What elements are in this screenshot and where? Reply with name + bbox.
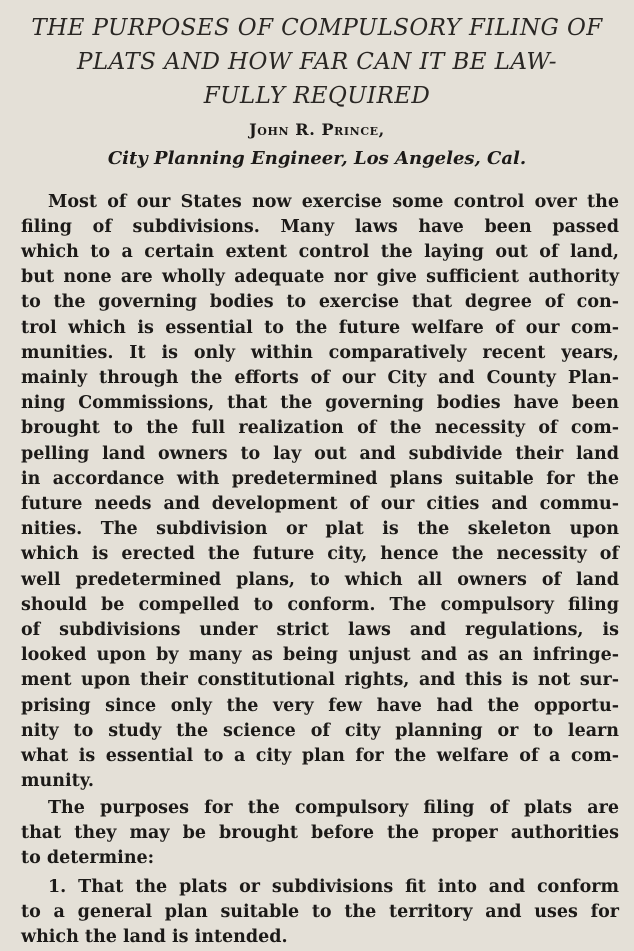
body-line: munity. [21,771,94,791]
body-line: well predetermined plans, to which all owners of land [21,570,619,590]
body-line: that they may be brought before the proper authorities [21,823,619,843]
body-line: to a general plan suitable to the territory and uses for [21,902,619,922]
body-line: nity to study the science of city planning or to learn [21,721,619,741]
body-line: in accordance with predetermined plans suitable for the [21,469,619,489]
body-line: The purposes for the compulsory filing of plats are [48,798,619,818]
body-line: to the governing bodies to exercise that degree of con- [21,292,619,312]
body-line: brought to the full realization of the necessity of com- [21,418,619,438]
body-line: mainly through the efforts of our City and County Plan- [21,368,619,388]
body-line: trol which is essential to the future welfare of our com- [21,318,619,338]
body-line: prising since only the very few have had the opportu- [21,696,619,716]
article-title-line-3: FULLY REQUIRED [203,83,431,109]
body-line: looked upon by many as being unjust and as an infringe- [21,645,619,665]
author-name: John R. Prince, [249,120,385,139]
body-line: which the land is intended. [21,927,288,947]
body-line: which is erected the future city, hence the necessity of [21,544,619,564]
body-line: should be compelled to conform. The compulsory filing [21,595,619,615]
body-line: pelling land owners to lay out and subdivide their land [21,444,619,464]
body-line: of subdivisions under strict laws and regulations, is [21,620,619,640]
body-line: what is essential to a city plan for the welfare of a com- [21,746,619,766]
article-title-line-2: PLATS AND HOW FAR CAN IT BE LAW- [77,49,557,75]
author-affiliation: City Planning Engineer, Los Angeles, Cal. [107,148,527,169]
body-line: but none are wholly adequate nor give sufficient authority [21,267,619,287]
body-line: to determine: [21,848,155,868]
body-line: future needs and development of our cities and commu- [21,494,619,514]
body-line: ment upon their constitutional rights, and this is not sur- [21,670,619,690]
article-title-line-1: THE PURPOSES OF COMPULSORY FILING OF [31,15,603,41]
body-line: Most of our States now exercise some control over the [48,192,619,212]
body-line: 1. That the plats or subdivisions fit into and conform [48,877,619,897]
body-line: which to a certain extent control the laying out of land, [21,242,619,262]
body-line: filing of subdivisions. Many laws have been passed [21,217,619,237]
body-line: nities. The subdivision or plat is the skeleton upon [21,519,619,539]
body-line: ning Commissions, that the governing bodies have been [21,393,619,413]
body-line: munities. It is only within comparatively recent years, [21,343,619,363]
